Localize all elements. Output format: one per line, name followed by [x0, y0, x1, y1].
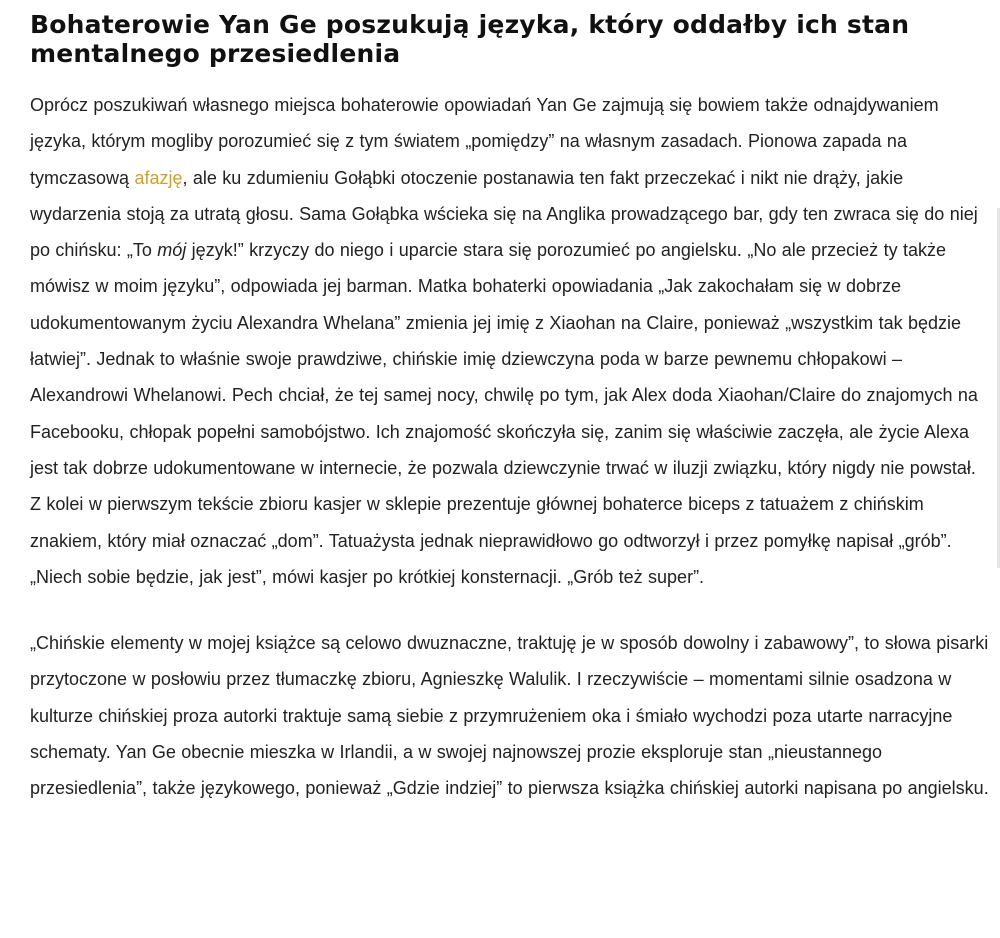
paragraph-1-text-part-3: język!” krzyczy do niego i uparcie stara się porozumieć po angielsku. „No ale przecież ty także mówisz w moim języku”, odpowiada jej barman. Matka bohaterki opowiadania „Jak zakochałam się w dobrze udokumentowanym życiu Alexandra Whelana” zmienia jej imię z Xiaohan na Claire, ponieważ „wszystkim tak będzie łatwiej”. Jednak to właśnie swoje prawdziwe, chińskie imię dziewczyna poda w barze pewnemu chłopakowi – Alexandrowi Whelanowi. Pech chciał, że tej samej nocy, chwilę po tym, jak Alex doda Xiaohan/Claire do znajomych na Facebooku, chłopak popełni samobójstwo. Ich znajomość skończyła się, zanim się właściwie zaczęła, ale życie Alexa jest tak dobrze udokumentowane w internecie, że pozwala dziewczynie trwać w iluzji związku, który nigdy nie powstał. Z kolei w pierwszym tekście zbioru kasjer w sklepie prezentuje głównej bohaterce biceps z tatuażem z chińskim znakiem, który miał oznaczać „dom”. Tatuażysta jednak nieprawidłowo go odtworzył i przez pomyłkę napisał „grób”. „Niech sobie będzie, jak jest”, mówi kasjer po krótkiej konsternacji. „Grób też super”.	[30, 240, 978, 587]
article-subheading: Bohaterowie Yan Ge poszukują języka, który oddałby ich stan mentalnego przesiedlenia	[30, 10, 910, 68]
article-paragraph-1	[30, 87, 992, 595]
article-paragraph-2: „Chińskie elementy w mojej książce są celowo dwuznaczne, traktuję je w sposób dowolny i zabawowy”, to słowa pisarki przytoczone w posłowiu przez tłumaczkę zbioru, Agnieszkę Walulik. I rzeczywiście – momentami silnie osadzona w kulturze chińskiej proza autorki traktuje samą siebie z przymrużeniem oka i śmiało wychodzi poza utarte narracyjne schematy. Yan Ge obecnie mieszka w Irlandii, a w swojej najnowszej prozie eksploruje stan „nieustannego przesiedlenia”, także językowego, ponieważ „Gdzie indziej” to pierwsza książka chińskiej autorki napisana po angielsku.	[30, 633, 989, 799]
emphasized-word: mój	[157, 240, 187, 261]
paragraph-1-text-part-2: , ale ku zdumieniu Gołąbki otoczenie postanawia ten fakt przeczekać i nikt nie drąży, jakie wydarzenia stoją za utratą głosu. Sama Gołąbka wścieka się na Anglika prowadzącego bar, gdy ten zwraca się do niej po chińsku: „To	[30, 167, 978, 261]
paragraph-1-text-part-1: Oprócz poszukiwań własnego miejsca bohaterowie opowiadań Yan Ge zajmują się bowiem także odnajdywaniem języka, którym mogliby porozumieć się z tym światem „pomiędzy” na własnym zasadach. Pionowa zapada na tymczasową	[30, 95, 939, 188]
article-body	[30, 10, 992, 807]
afazja-link[interactable]: afazję	[134, 167, 183, 188]
